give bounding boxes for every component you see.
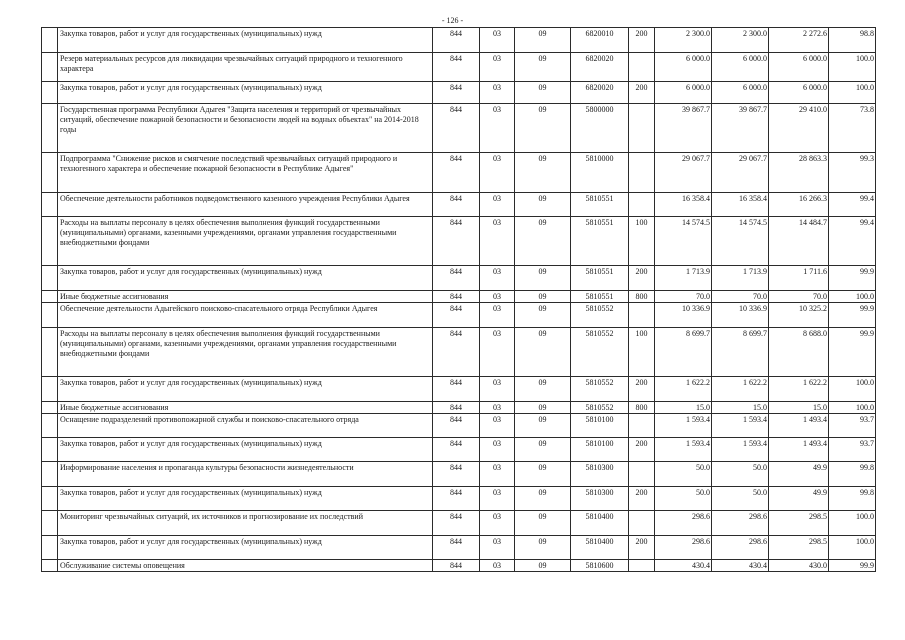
execution-percent: 99.9 [829,266,876,291]
target-article-code: 5810552 [571,377,629,402]
expense-type-code: 100 [629,328,655,377]
row-name: Оснащение подразделений противопожарной службы и поисково-спасательного отряда [58,414,433,438]
subsection-code: 09 [515,53,571,82]
table-row [42,462,876,487]
ministry-code: 844 [433,487,480,511]
table-row [42,53,876,82]
target-article-code: 6820020 [571,82,629,104]
ministry-code: 844 [433,303,480,328]
row-margin-cell [42,560,58,572]
row-name: Расходы на выплаты персоналу в целях обеспечения выполнения функций государственными (муниципальными) органами, казенными учреждениями, органами управления государственными внебюджетными фондами [58,328,433,377]
refined-amount: 8 699.7 [712,328,769,377]
refined-amount: 2 300.0 [712,28,769,53]
approved-amount: 10 336.9 [655,303,712,328]
expense-type-code: 200 [629,438,655,462]
table-row [42,193,876,217]
expense-type-code: 200 [629,266,655,291]
row-name: Закупка товаров, работ и услуг для государственных (муниципальных) нужд [58,28,433,53]
expense-type-code [629,53,655,82]
ministry-code: 844 [433,53,480,82]
executed-amount: 298.5 [769,536,829,560]
approved-amount: 430.4 [655,560,712,572]
execution-percent: 100.0 [829,536,876,560]
section-code: 03 [480,291,515,303]
expense-type-code: 200 [629,536,655,560]
execution-percent: 99.8 [829,487,876,511]
refined-amount: 39 867.7 [712,104,769,153]
target-article-code: 5810300 [571,462,629,487]
ministry-code: 844 [433,511,480,536]
row-name: Обеспечение деятельности работников подведомственного казенного учреждения Республики Адыгея [58,193,433,217]
row-margin-cell [42,414,58,438]
subsection-code: 09 [515,193,571,217]
row-name: Мониторинг чрезвычайных ситуаций, их источников и прогнозирование их последствий [58,511,433,536]
section-code: 03 [480,462,515,487]
execution-percent: 100.0 [829,82,876,104]
section-code: 03 [480,53,515,82]
refined-amount: 298.6 [712,536,769,560]
target-article-code: 5800000 [571,104,629,153]
executed-amount: 49.9 [769,462,829,487]
subsection-code: 09 [515,402,571,414]
table-body [42,28,876,572]
table-row [42,303,876,328]
ministry-code: 844 [433,82,480,104]
section-code: 03 [480,511,515,536]
table-row [42,560,876,572]
row-name: Закупка товаров, работ и услуг для государственных (муниципальных) нужд [58,487,433,511]
table-row [42,104,876,153]
row-margin-cell [42,104,58,153]
row-name: Иные бюджетные ассигнования [58,402,433,414]
target-article-code: 5810300 [571,487,629,511]
table-row [42,217,876,266]
approved-amount: 6 000.0 [655,53,712,82]
subsection-code: 09 [515,438,571,462]
subsection-code: 09 [515,414,571,438]
row-margin-cell [42,291,58,303]
target-article-code: 5810100 [571,414,629,438]
ministry-code: 844 [433,153,480,193]
executed-amount: 430.0 [769,560,829,572]
subsection-code: 09 [515,217,571,266]
row-margin-cell [42,438,58,462]
executed-amount: 8 688.0 [769,328,829,377]
approved-amount: 16 358.4 [655,193,712,217]
subsection-code: 09 [515,511,571,536]
executed-amount: 1 493.4 [769,414,829,438]
row-margin-cell [42,328,58,377]
expense-type-code [629,511,655,536]
section-code: 03 [480,536,515,560]
ministry-code: 844 [433,462,480,487]
subsection-code: 09 [515,303,571,328]
subsection-code: 09 [515,104,571,153]
table-row [42,153,876,193]
target-article-code: 5810000 [571,153,629,193]
page-number: - 126 - [441,16,464,25]
executed-amount: 6 000.0 [769,82,829,104]
row-margin-cell [42,53,58,82]
row-margin-cell [42,28,58,53]
section-code: 03 [480,266,515,291]
refined-amount: 29 067.7 [712,153,769,193]
row-margin-cell [42,462,58,487]
execution-percent: 99.3 [829,153,876,193]
execution-percent: 98.8 [829,28,876,53]
executed-amount: 298.5 [769,511,829,536]
row-margin-cell [42,487,58,511]
expense-type-code: 800 [629,402,655,414]
row-margin-cell [42,153,58,193]
executed-amount: 28 863.3 [769,153,829,193]
ministry-code: 844 [433,414,480,438]
approved-amount: 50.0 [655,462,712,487]
executed-amount: 1 711.6 [769,266,829,291]
expense-type-code [629,153,655,193]
target-article-code: 5810400 [571,536,629,560]
table-row [42,536,876,560]
execution-percent: 100.0 [829,291,876,303]
ministry-code: 844 [433,560,480,572]
target-article-code: 5810552 [571,402,629,414]
target-article-code: 5810552 [571,303,629,328]
execution-percent: 73.8 [829,104,876,153]
subsection-code: 09 [515,153,571,193]
execution-percent: 99.4 [829,217,876,266]
approved-amount: 1 593.4 [655,414,712,438]
expense-type-code: 800 [629,291,655,303]
refined-amount: 14 574.5 [712,217,769,266]
row-name: Иные бюджетные ассигнования [58,291,433,303]
refined-amount: 1 593.4 [712,414,769,438]
approved-amount: 39 867.7 [655,104,712,153]
expense-type-code [629,462,655,487]
ministry-code: 844 [433,438,480,462]
target-article-code: 5810551 [571,291,629,303]
refined-amount: 6 000.0 [712,53,769,82]
row-name: Резерв материальных ресурсов для ликвидации чрезвычайных ситуаций природного и техногенного характера [58,53,433,82]
subsection-code: 09 [515,328,571,377]
approved-amount: 70.0 [655,291,712,303]
row-margin-cell [42,402,58,414]
ministry-code: 844 [433,104,480,153]
executed-amount: 6 000.0 [769,53,829,82]
target-article-code: 5810551 [571,266,629,291]
execution-percent: 99.9 [829,328,876,377]
section-code: 03 [480,28,515,53]
approved-amount: 8 699.7 [655,328,712,377]
execution-percent: 100.0 [829,402,876,414]
subsection-code: 09 [515,291,571,303]
subsection-code: 09 [515,462,571,487]
execution-percent: 99.4 [829,193,876,217]
approved-amount: 1 593.4 [655,438,712,462]
expense-type-code: 200 [629,82,655,104]
row-margin-cell [42,377,58,402]
table-row [42,291,876,303]
row-name: Закупка товаров, работ и услуг для государственных (муниципальных) нужд [58,438,433,462]
section-code: 03 [480,217,515,266]
approved-amount: 6 000.0 [655,82,712,104]
row-name: Закупка товаров, работ и услуг для государственных (муниципальных) нужд [58,266,433,291]
row-name: Закупка товаров, работ и услуг для государственных (муниципальных) нужд [58,82,433,104]
row-margin-cell [42,217,58,266]
executed-amount: 2 272.6 [769,28,829,53]
budget-table-wrapper [41,27,875,572]
executed-amount: 16 266.3 [769,193,829,217]
refined-amount: 70.0 [712,291,769,303]
row-name: Обеспечение деятельности Адыгейского поисково-спасательного отряда Республики Адыгея [58,303,433,328]
target-article-code: 5810551 [571,193,629,217]
row-margin-cell [42,511,58,536]
section-code: 03 [480,104,515,153]
executed-amount: 1 622.2 [769,377,829,402]
refined-amount: 6 000.0 [712,82,769,104]
subsection-code: 09 [515,487,571,511]
table-row [42,82,876,104]
expense-type-code [629,414,655,438]
row-name: Обслуживание системы оповещения [58,560,433,572]
refined-amount: 430.4 [712,560,769,572]
executed-amount: 49.9 [769,487,829,511]
ministry-code: 844 [433,266,480,291]
row-margin-cell [42,82,58,104]
expense-type-code: 200 [629,28,655,53]
section-code: 03 [480,402,515,414]
executed-amount: 15.0 [769,402,829,414]
expense-type-code: 200 [629,377,655,402]
section-code: 03 [480,153,515,193]
executed-amount: 14 484.7 [769,217,829,266]
ministry-code: 844 [433,536,480,560]
expense-type-code [629,560,655,572]
target-article-code: 6820010 [571,28,629,53]
section-code: 03 [480,560,515,572]
approved-amount: 298.6 [655,511,712,536]
expense-type-code [629,193,655,217]
section-code: 03 [480,438,515,462]
subsection-code: 09 [515,82,571,104]
row-name: Закупка товаров, работ и услуг для государственных (муниципальных) нужд [58,377,433,402]
refined-amount: 50.0 [712,462,769,487]
approved-amount: 1 713.9 [655,266,712,291]
row-name: Подпрограмма "Снижение рисков и смягчение последствий чрезвычайных ситуаций природного и техногенного характера и обеспечение пожарной безопасности в Республике Адыгея" [58,153,433,193]
table-row [42,28,876,53]
execution-percent: 99.9 [829,303,876,328]
section-code: 03 [480,377,515,402]
refined-amount: 298.6 [712,511,769,536]
refined-amount: 10 336.9 [712,303,769,328]
table-row [42,266,876,291]
target-article-code: 5810552 [571,328,629,377]
ministry-code: 844 [433,291,480,303]
table-row [42,377,876,402]
approved-amount: 50.0 [655,487,712,511]
refined-amount: 50.0 [712,487,769,511]
row-name: Закупка товаров, работ и услуг для государственных (муниципальных) нужд [58,536,433,560]
row-margin-cell [42,536,58,560]
row-name: Расходы на выплаты персоналу в целях обеспечения выполнения функций государственными (муниципальными) органами, казенными учреждениями, органами управления государственными внебюджетными фондами [58,217,433,266]
target-article-code: 5810400 [571,511,629,536]
section-code: 03 [480,328,515,377]
execution-percent: 93.7 [829,438,876,462]
subsection-code: 09 [515,536,571,560]
refined-amount: 1 622.2 [712,377,769,402]
row-margin-cell [42,303,58,328]
ministry-code: 844 [433,402,480,414]
approved-amount: 15.0 [655,402,712,414]
subsection-code: 09 [515,28,571,53]
subsection-code: 09 [515,266,571,291]
execution-percent: 100.0 [829,377,876,402]
section-code: 03 [480,303,515,328]
target-article-code: 6820020 [571,53,629,82]
refined-amount: 1 713.9 [712,266,769,291]
ministry-code: 844 [433,193,480,217]
expense-type-code [629,303,655,328]
ministry-code: 844 [433,377,480,402]
target-article-code: 5810600 [571,560,629,572]
subsection-code: 09 [515,377,571,402]
row-margin-cell [42,193,58,217]
executed-amount: 10 325.2 [769,303,829,328]
subsection-code: 09 [515,560,571,572]
target-article-code: 5810100 [571,438,629,462]
section-code: 03 [480,82,515,104]
row-name: Информирование населения и пропаганда культуры безопасности жизнедеятельности [58,462,433,487]
budget-table [41,27,876,572]
approved-amount: 14 574.5 [655,217,712,266]
ministry-code: 844 [433,28,480,53]
ministry-code: 844 [433,217,480,266]
table-row [42,438,876,462]
executed-amount: 70.0 [769,291,829,303]
table-row [42,487,876,511]
refined-amount: 15.0 [712,402,769,414]
section-code: 03 [480,414,515,438]
row-name: Государственная программа Республики Адыгея "Защита населения и территорий от чрезвычайных ситуаций, обеспечение пожарной безопасности и безопасности людей на водных объектах" на 2014-2018 годы [58,104,433,153]
table-row [42,414,876,438]
table-row [42,328,876,377]
execution-percent: 99.9 [829,560,876,572]
approved-amount: 2 300.0 [655,28,712,53]
table-row [42,511,876,536]
approved-amount: 29 067.7 [655,153,712,193]
target-article-code: 5810551 [571,217,629,266]
expense-type-code: 200 [629,487,655,511]
ministry-code: 844 [433,328,480,377]
execution-percent: 100.0 [829,511,876,536]
execution-percent: 93.7 [829,414,876,438]
approved-amount: 298.6 [655,536,712,560]
table-row [42,402,876,414]
row-margin-cell [42,266,58,291]
approved-amount: 1 622.2 [655,377,712,402]
execution-percent: 99.8 [829,462,876,487]
refined-amount: 1 593.4 [712,438,769,462]
executed-amount: 29 410.0 [769,104,829,153]
section-code: 03 [480,193,515,217]
execution-percent: 100.0 [829,53,876,82]
section-code: 03 [480,487,515,511]
refined-amount: 16 358.4 [712,193,769,217]
expense-type-code [629,104,655,153]
expense-type-code: 100 [629,217,655,266]
executed-amount: 1 493.4 [769,438,829,462]
